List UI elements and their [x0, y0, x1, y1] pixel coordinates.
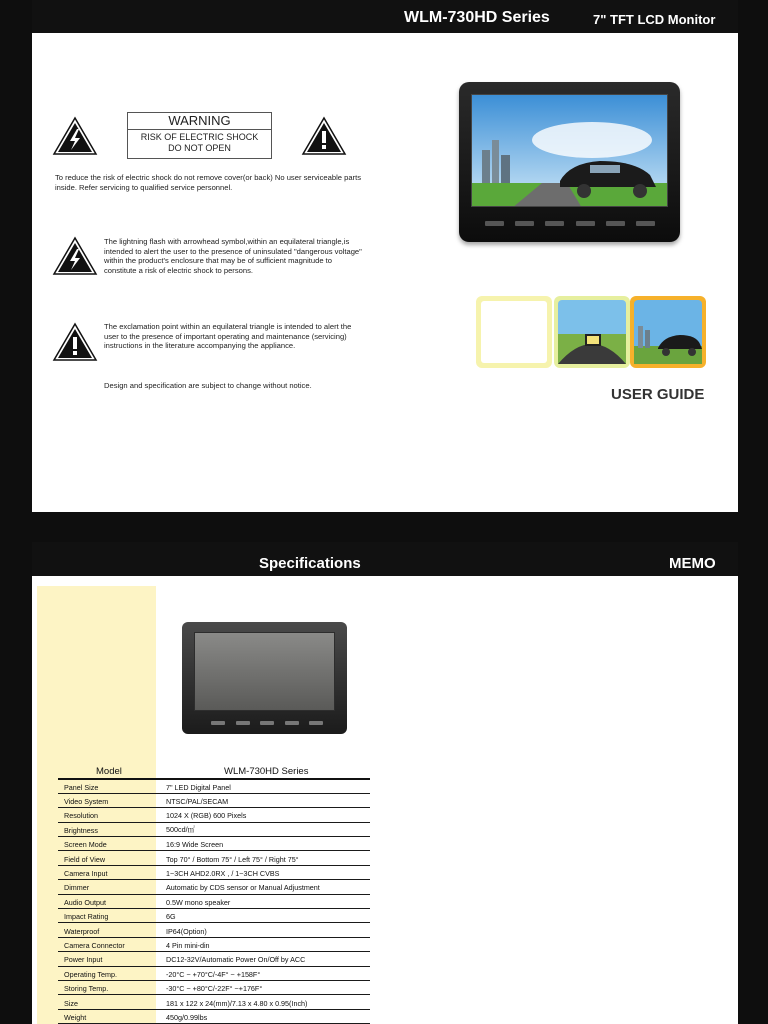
monitor-product-image — [459, 82, 680, 242]
spec-value: DC12-32V/Automatic Power On/Off by ACC — [166, 952, 370, 966]
table-row — [58, 937, 370, 951]
spec-label: Resolution — [58, 808, 166, 822]
spec-value: 500cd/㎡ — [166, 822, 370, 836]
thumbnail-dashboard — [554, 296, 630, 368]
table-row — [58, 822, 370, 836]
specifications-header-bar — [32, 542, 738, 576]
spec-label: Storing Temp. — [58, 980, 166, 994]
spec-value: 4 Pin mini-din — [166, 937, 370, 951]
spec-label: Operating Temp. — [58, 966, 166, 980]
spec-value: Top 70° / Bottom 75° / Left 75° / Right 75° — [166, 851, 370, 865]
monitor-blank-screen — [194, 632, 335, 711]
spec-label: Screen Mode — [58, 837, 166, 851]
specifications-table-body — [58, 779, 370, 1024]
table-row — [58, 894, 370, 908]
spec-value: 181 x 122 x 24(mm)/7.13 x 4.80 x 0.95(Inch) — [166, 995, 370, 1009]
lightning-warning-icon — [52, 116, 98, 156]
table-row — [58, 793, 370, 807]
table-row — [58, 880, 370, 894]
table-row — [58, 1009, 370, 1023]
table-row — [58, 779, 370, 793]
exclamation-symbol-icon — [52, 322, 98, 362]
monitor-front-image — [182, 622, 347, 734]
table-row — [58, 909, 370, 923]
table-row — [58, 851, 370, 865]
reduce-risk-text: To reduce the risk of electric shock do not remove cover(or back) No user serviceable parts inside. Refer servicing to qualified service personnel. — [55, 173, 361, 192]
specifications-page — [32, 542, 738, 1024]
warning-box — [127, 112, 272, 159]
table-header-row — [58, 764, 370, 779]
warning-line-1: RISK OF ELECTRIC SHOCK — [140, 132, 259, 142]
monitor-button-row — [485, 221, 655, 229]
table-row — [58, 966, 370, 980]
spec-label: Dimmer — [58, 880, 166, 894]
series-title: WLM-730HD Series — [404, 9, 550, 26]
cover-header-bar — [32, 0, 738, 33]
spec-label: Brightness — [58, 822, 166, 836]
model-header-value: WLM-730HD Series — [166, 764, 370, 779]
spec-label: Video System — [58, 793, 166, 807]
spec-value: -30°C ~ +80°C/-22F° ~+176F° — [166, 980, 370, 994]
spec-value: 16:9 Wide Screen — [166, 837, 370, 851]
spec-value: NTSC/PAL/SECAM — [166, 793, 370, 807]
lightning-explanation: The lightning flash with arrowhead symbol,within an equilateral triangle,is intended to alert the user to the presence of uninsulated "dangerous voltage" within the product's enclosure that may be of sufficient magnitude to constitute a risk of electric shock to persons. — [104, 237, 362, 275]
spec-label: Audio Output — [58, 894, 166, 908]
specifications-table — [58, 764, 370, 1024]
spec-label: Camera Connector — [58, 937, 166, 951]
spec-label: Camera Input — [58, 865, 166, 879]
table-row — [58, 808, 370, 822]
table-row — [58, 837, 370, 851]
spec-value: 6G — [166, 909, 370, 923]
memo-title: MEMO — [669, 555, 716, 572]
spec-label: Waterproof — [58, 923, 166, 937]
table-row — [58, 923, 370, 937]
table-row — [58, 865, 370, 879]
design-notice: Design and specification are subject to change without notice. — [104, 381, 312, 390]
table-row — [58, 952, 370, 966]
spec-value: Automatic by CDS sensor or Manual Adjustment — [166, 880, 370, 894]
specifications-title: Specifications — [259, 555, 361, 572]
warning-line-2: DO NOT OPEN — [168, 143, 231, 153]
spec-value: 7" LED Digital Panel — [166, 779, 370, 793]
spec-label: Panel Size — [58, 779, 166, 793]
user-guide-title: USER GUIDE — [611, 386, 705, 403]
spec-label: Field of View — [58, 851, 166, 865]
model-header-label: Model — [58, 764, 166, 779]
monitor-front-buttons — [211, 721, 323, 727]
spec-label: Weight — [58, 1009, 166, 1023]
thumbnail-car — [630, 296, 706, 368]
exclamation-warning-icon — [301, 116, 347, 156]
exclamation-explanation: The exclamation point within an equilateral triangle is intended to alert the user to the presence of important operating and maintenance (servicing) instructions in the literature accompanying the appliance. — [104, 322, 352, 351]
warning-title: WARNING — [128, 113, 271, 130]
spec-value: 1024 X (RGB) 600 Pixels — [166, 808, 370, 822]
thumbnail-blank — [476, 296, 552, 368]
lightning-symbol-icon — [52, 236, 98, 276]
table-row — [58, 995, 370, 1009]
spec-value: IP64(Option) — [166, 923, 370, 937]
spec-value: 450g/0.99lbs — [166, 1009, 370, 1023]
spec-label: Size — [58, 995, 166, 1009]
spec-value: 1~3CH AHD2.0RX , / 1~3CH CVBS — [166, 865, 370, 879]
product-title: 7" TFT LCD Monitor — [593, 12, 716, 27]
table-row — [58, 980, 370, 994]
manual-cover-page — [32, 0, 738, 512]
spec-label: Impact Rating — [58, 909, 166, 923]
spec-value: 0.5W mono speaker — [166, 894, 370, 908]
spec-label: Power Input — [58, 952, 166, 966]
monitor-screen — [471, 94, 668, 207]
spec-value: -20°C ~ +70°C/-4F° ~ +158F° — [166, 966, 370, 980]
